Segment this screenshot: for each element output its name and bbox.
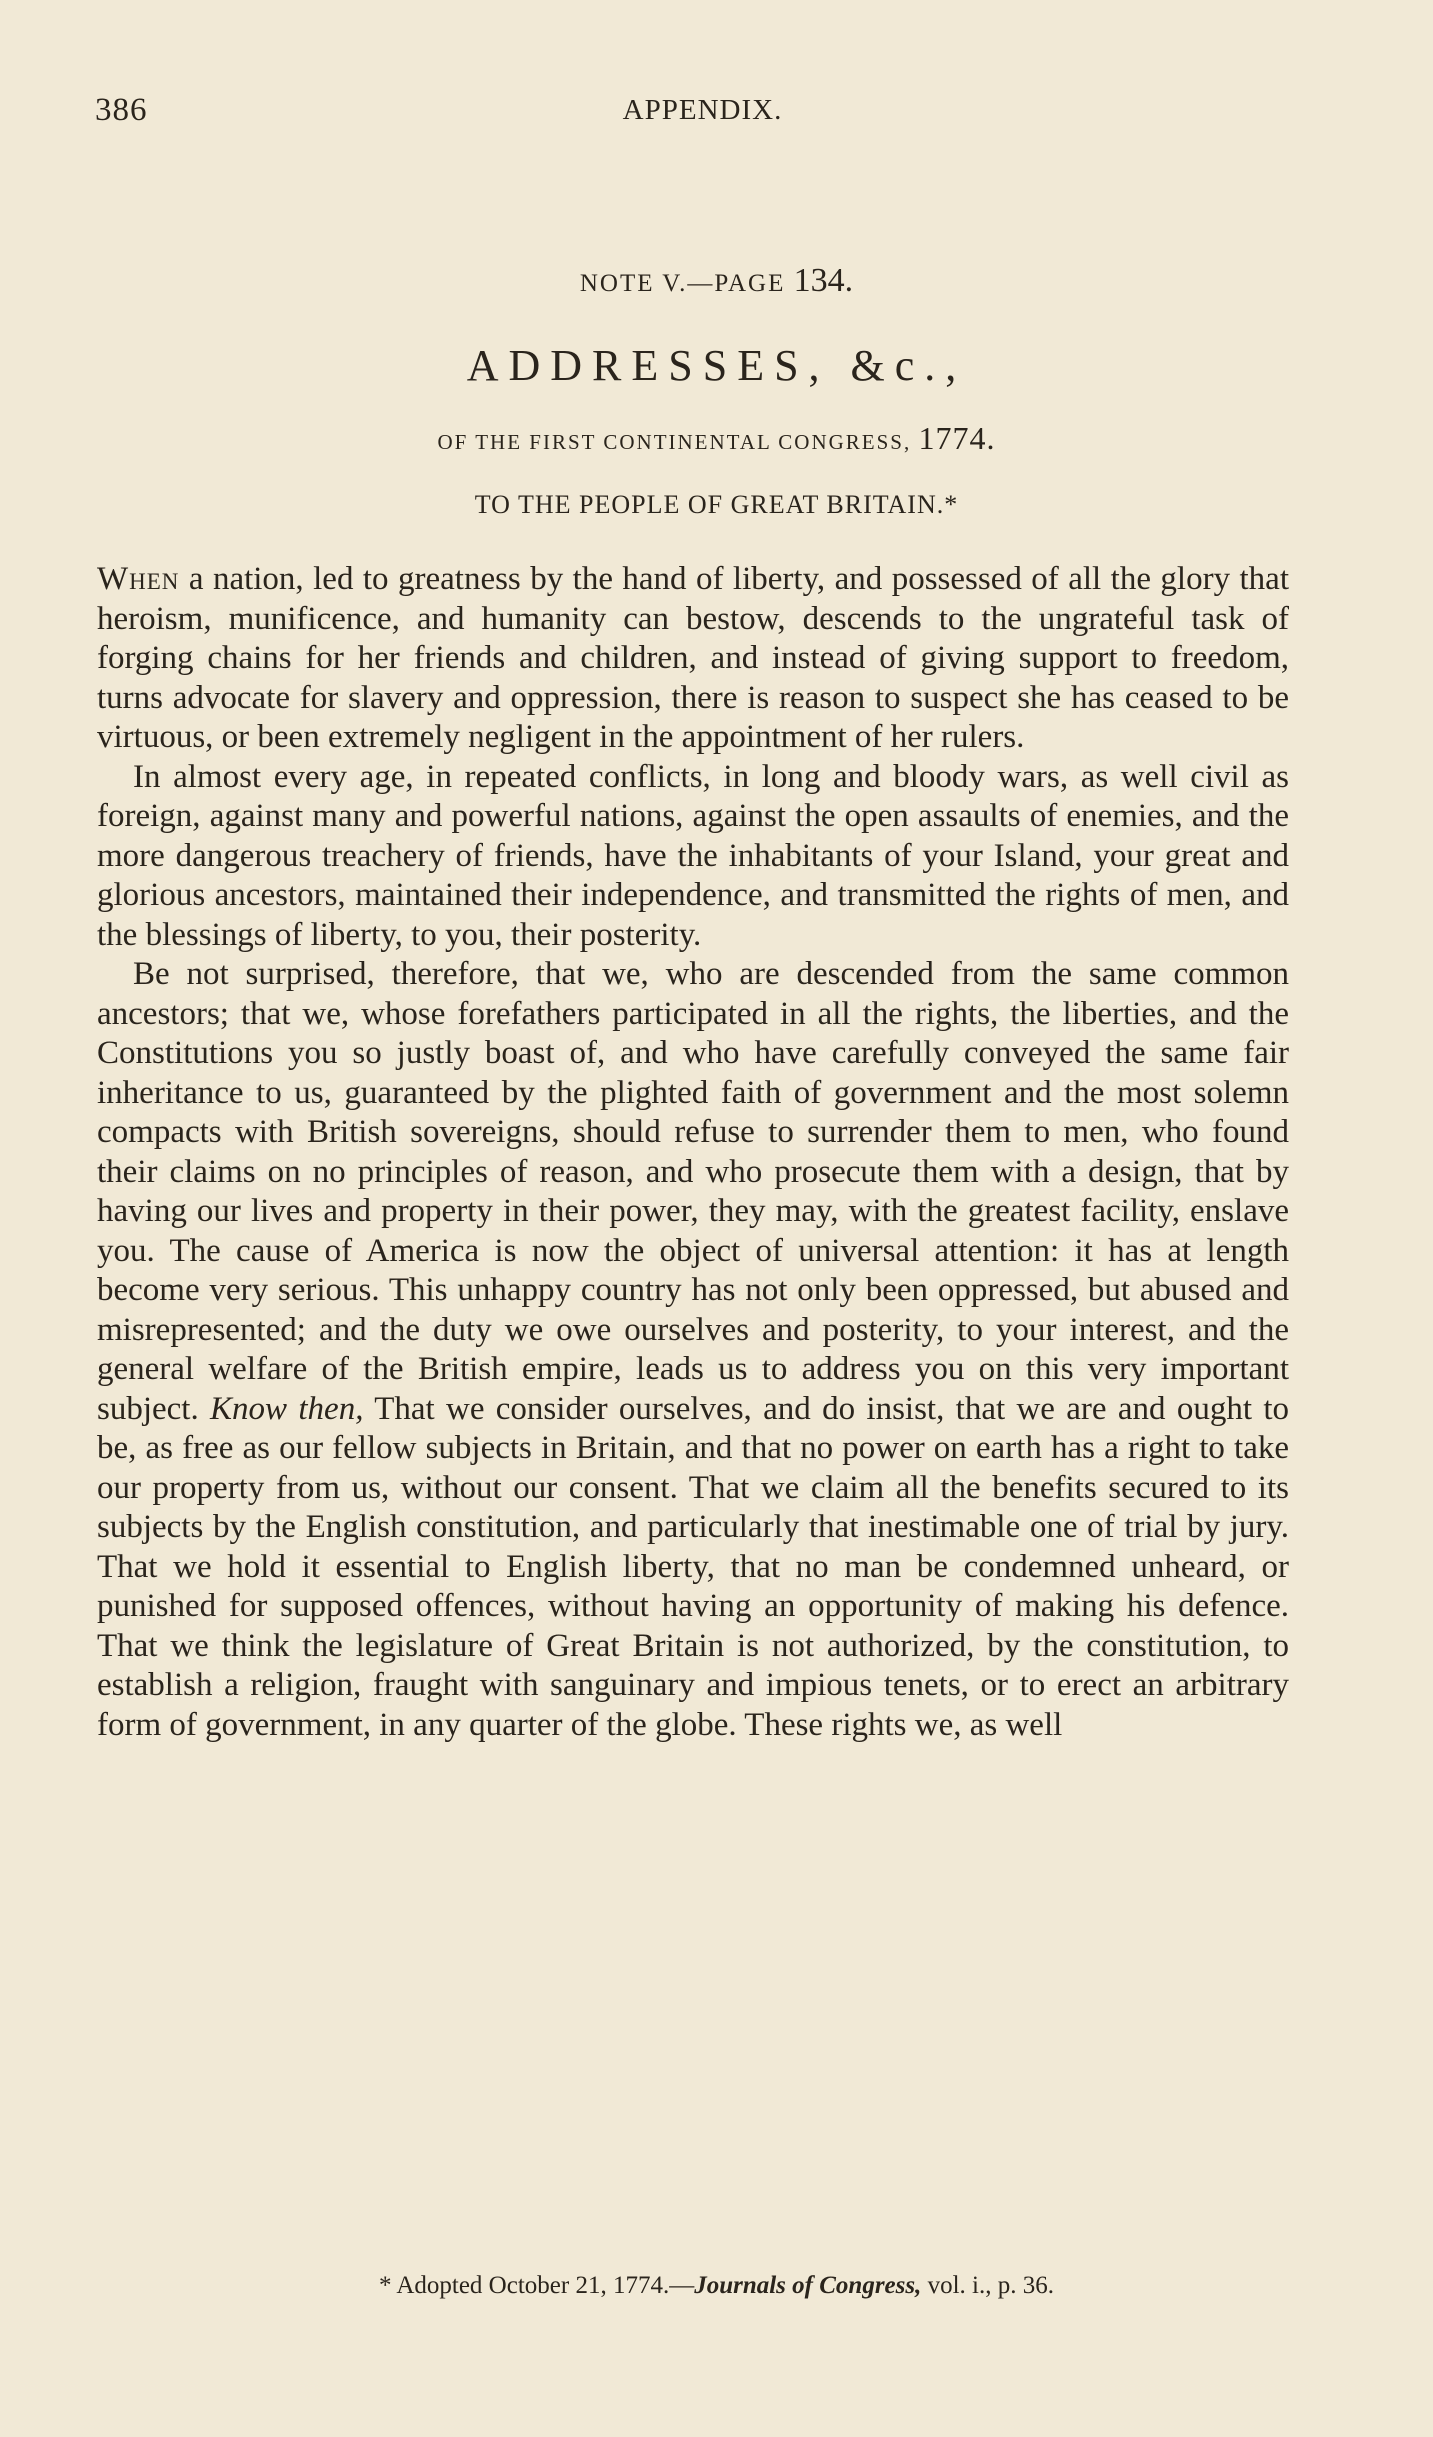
paragraph-1 [97,560,1289,758]
footnote-suffix: vol. i., p. 36. [921,2272,1055,2299]
subtitle [0,420,1433,457]
address-title: TO THE PEOPLE OF GREAT BRITAIN.* [474,490,959,519]
subtitle-text: OF THE FIRST CONTINENTAL CONGRESS, [437,430,912,454]
running-title: APPENDIX. [622,94,783,126]
paragraph-3-italic: Know then, [210,1390,364,1427]
subtitle-year: 1774. [918,420,996,456]
paragraph-1-text: a nation, led to greatness by the hand of liberty, and possessed of all the glory that heroism, munificence, and humanity can bestow, descends to the ungrateful task of forging chains for her friends and children, and instead of giving support to freedom, turns advocate for slavery and oppression, there is reason to suspect she has ceased to be virtuous, or been extremely negligent in the appointment of her rulers. [97,561,1289,755]
footnote-source: Journals of Congress, [694,2272,922,2299]
main-title: ADDRESSES, &c., [466,341,967,390]
footnote [0,2272,1433,2300]
paragraph-3 [97,955,1289,1745]
page-number: 386 [95,92,148,128]
body-text [97,560,1289,1745]
running-head [95,92,1290,142]
note-heading [0,262,1433,300]
paragraph-3-text-a: Be not surprised, therefore, that we, who are descended from the same common ancestors; that we, whose forefathers participated in all the rights, the liberties, and the Constitutions you so justly boast of, and who have carefully conveyed the same fair inheritance to us, guaranteed by the plighted faith of government and the most solemn compacts with British sovereigns, should refuse to surrender them to men, who found their claims on no principles of reason, and who prosecute them with a design, that by having our lives and property in their power, they may, with the greatest facility, enslave you. The cause of America is now the object of universal attention: it has at length become very serious. This unhappy country has not only been oppressed, but abused and misrepresented; and the duty we owe ourselves and posterity, to your interest, and the general welfare of the British empire, leads us to address you on this very important subject. [97,956,1289,1427]
footnote-prefix: * Adopted October 21, 1774.— [378,2272,695,2299]
note-page: 134. [793,262,854,299]
paragraph-1-opening-word: When [97,561,180,597]
note-label: NOTE V.—PAGE [579,270,786,297]
paragraph-2: In almost every age, in repeated conflicts, in long and bloody wars, as well civil as foreign, against many and powerful nations, against the open assaults of enemies, and the more dangerous treachery of friends, have the inhabitants of your Island, your great and glorious ancestors, maintained their independence, and transmitted the rights of men, and the blessings of liberty, to you, their posterity. [97,758,1289,953]
paragraph-3-text-b: That we consider ourselves, and do insist, that we are and ought to be, as free as our fellow subjects in Britain, and that no power on earth has a right to take our property from us, without our consent. That we claim all the benefits secured to its subjects by the English constitution, and particularly that inestimable one of trial by jury. That we hold it essential to English liberty, that no man be condemned unheard, or punished for supposed offences, without having an opportunity of making his defence. That we think the legislature of Great Britain is not authorized, by the constitution, to establish a religion, fraught with sanguinary and impious tenets, or to erect an arbitrary form of government, in any quarter of the globe. These rights we, as well [97,1390,1289,1743]
